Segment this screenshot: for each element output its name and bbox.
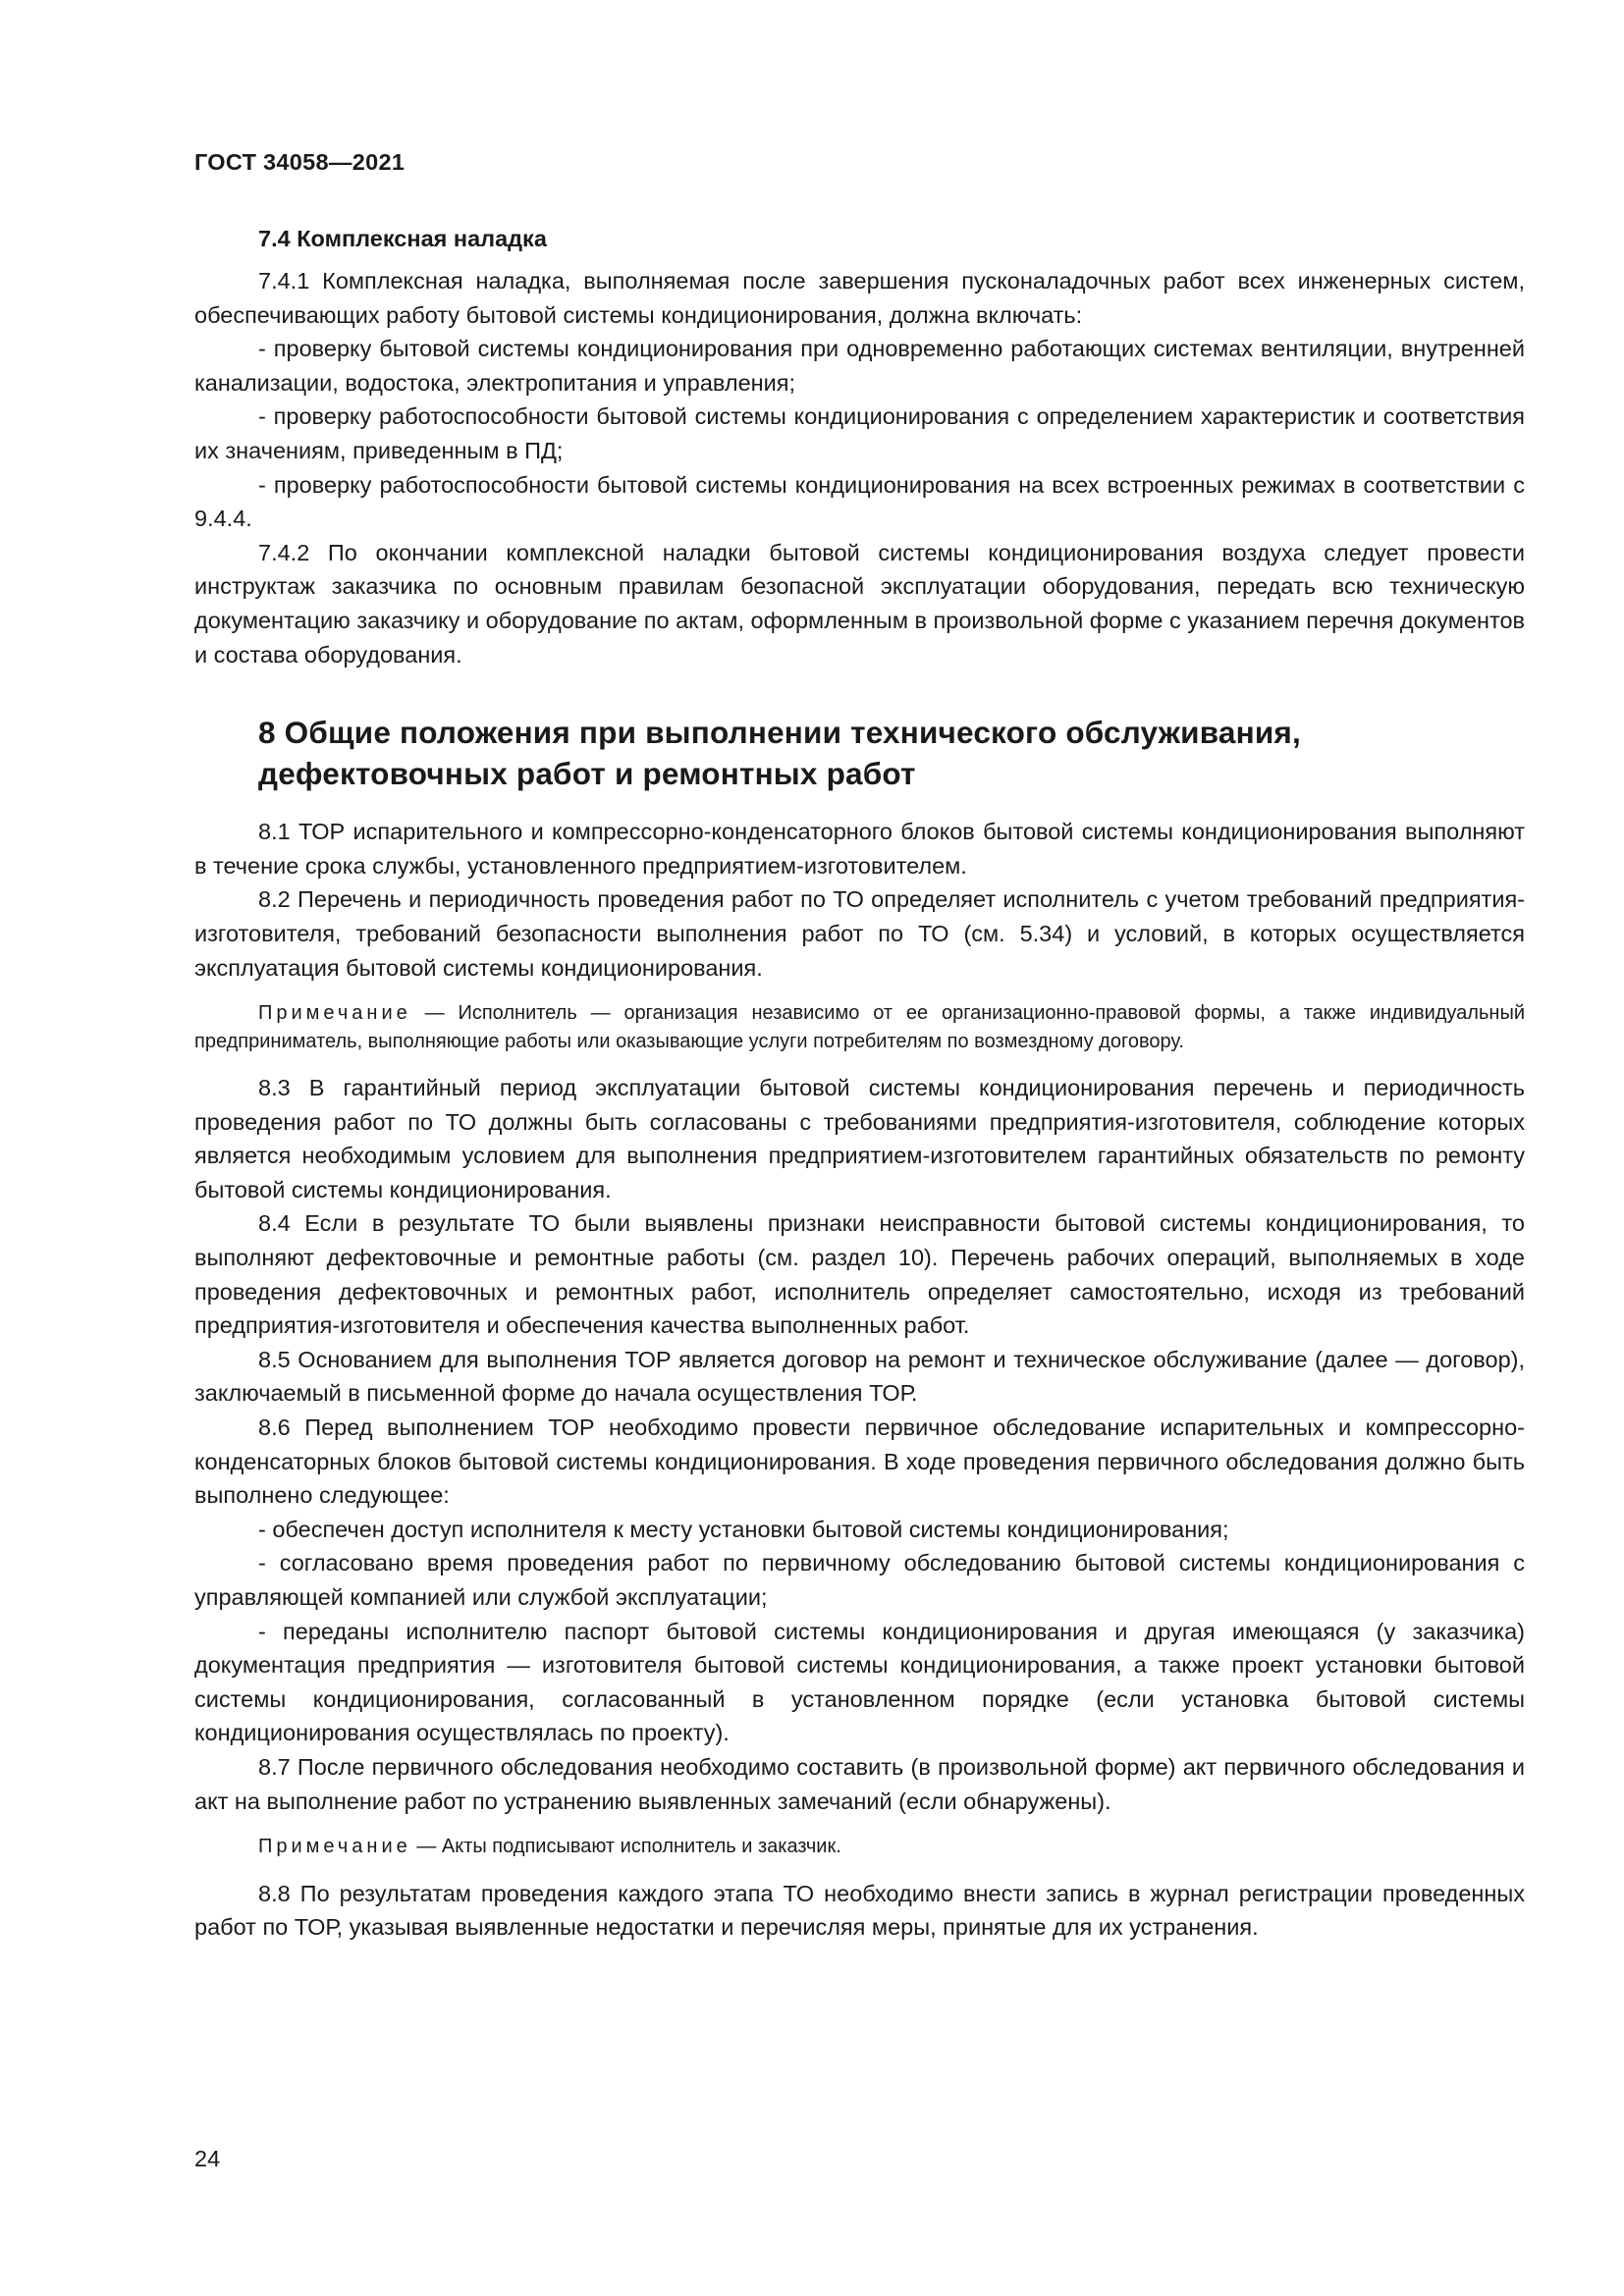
- paragraph-8-8: 8.8 По результатам проведения каждого этапа ТО необходимо внести запись в журнал регистрации проведенных работ по ТОР, указывая выявленные недостатки и перечисляя меры, принятые для их устранения.: [194, 1880, 1525, 1941]
- paragraph-8-3: 8.3 В гарантийный период эксплуатации бытовой системы кондиционирования перечень и периодичность проведения работ по ТО должны быть согласованы с требованиями предприятия-изготовителя, соблюдение которых является необходимым условием для выполнения предприятием-изготовителем гарантийных обязательств по ремонту бытовой системы кондиционирования.: [194, 1075, 1525, 1202]
- list-item: - обеспечен доступ исполнителя к месту установки бытовой системы кондиционирования;: [258, 1516, 1229, 1542]
- section-heading-8: [194, 712, 1525, 794]
- page-number: 24: [194, 2146, 221, 2171]
- paragraph-8-2: 8.2 Перечень и периодичность проведения работ по ТО определяет исполнитель с учетом требований предприятия-изготовителя, требований безопасности выполнения работ по ТО (см. 5.34) и условий, в которых осуществляется эксплуатация бытовой системы кондиционирования.: [194, 886, 1525, 981]
- paragraph-8-4: 8.4 Если в результате ТО были выявлены признаки неисправности бытовой системы кондиционирования, то выполняют дефектовочные и ремонтные работы (см. раздел 10). Перечень рабочих операций, выполняемых в ходе проведения дефектовочных и ремонтных работ, исполнитель определяет самостоятельно, исходя из требований предприятия-изготовителя и обеспечения качества выполненных работ.: [194, 1210, 1525, 1339]
- section-heading-8-line2: дефектовочных работ и ремонтных работ: [258, 756, 916, 792]
- note-label: Примечание: [258, 1002, 411, 1025]
- paragraph-8-7: 8.7 После первичного обследования необходимо составить (в произвольной форме) акт первичного обследования и акт на выполнение работ по устранению выявленных замечаний (если обнаружены).: [194, 1753, 1525, 1814]
- section-heading-8-line1: 8 Общие положения при выполнении технического обслуживания,: [258, 715, 1301, 751]
- note-text: — Акты подписывают исполнитель и заказчик.: [410, 1836, 841, 1858]
- note-label: Примечание: [258, 1836, 411, 1858]
- note-acts: [194, 1833, 1525, 1861]
- list-item: - согласовано время проведения работ по первичному обследованию бытовой системы кондиционирования с управляющей компанией или службой эксплуатации;: [194, 1550, 1525, 1610]
- paragraph-8-5: 8.5 Основанием для выполнения ТОР является договор на ремонт и техническое обслуживание (далее — договор), заключаемый в письменной форме до начала осуществления ТОР.: [194, 1346, 1525, 1407]
- list-item: - проверку работоспособности бытовой системы кондиционирования с определением характеристик и соответствия их значениям, приведенным в ПД;: [194, 403, 1525, 463]
- list-item: - переданы исполнителю паспорт бытовой системы кондиционирования и другая имеющаяся (у заказчика) документация предприятия — изготовителя бытовой системы кондиционирования, а также проект установки бытовой системы кондиционирования, согласованный в установленном порядке (если установка бытовой системы кондиционирования осуществлялась по проекту).: [194, 1618, 1525, 1746]
- list-item: - проверку бытовой системы кондиционирования при одновременно работающих системах вентиляции, внутренней канализации, водостока, электропитания и управления;: [194, 336, 1525, 396]
- paragraph-8-6: 8.6 Перед выполнением ТОР необходимо провести первичное обследование испарительных и компрессорно-конденсаторных блоков бытовой системы кондиционирования. В ходе проведения первичного обследования должно быть выполнено следующее:: [194, 1415, 1525, 1509]
- note-executor: [194, 999, 1525, 1055]
- list-item: - проверку работоспособности бытовой системы кондиционирования на всех встроенных режимах в соответствии с 9.4.4.: [194, 471, 1525, 532]
- subsection-heading-7-4: 7.4 Комплексная наладка: [258, 226, 547, 251]
- document-header: ГОСТ 34058—2021: [194, 149, 406, 175]
- note-text: — Исполнитель — организация независимо от ее организационно-правовой формы, а также индивидуальный предприниматель, выполняющие работы или оказывающие услуги потребителям по возмездному договору.: [194, 1002, 1525, 1052]
- page-content: [194, 222, 1525, 1945]
- paragraph-7-4-2: 7.4.2 По окончании комплексной наладки бытовой системы кондиционирования воздуха следует провести инструктаж заказчика по основным правилам безопасной эксплуатации оборудования, передать всю техническую документацию заказчику и оборудование по актам, оформленным в произвольной форме с указанием перечня документов и состава оборудования.: [194, 539, 1525, 667]
- paragraph-8-1: 8.1 ТОР испарительного и компрессорно-конденсаторного блоков бытовой системы кондиционирования выполняют в течение срока службы, установленного предприятием-изготовителем.: [194, 819, 1525, 879]
- paragraph-7-4-1: 7.4.1 Комплексная наладка, выполняемая после завершения пусконаладочных работ всех инженерных систем, обеспечивающих работу бытовой системы кондиционирования, должна включать:: [194, 268, 1525, 328]
